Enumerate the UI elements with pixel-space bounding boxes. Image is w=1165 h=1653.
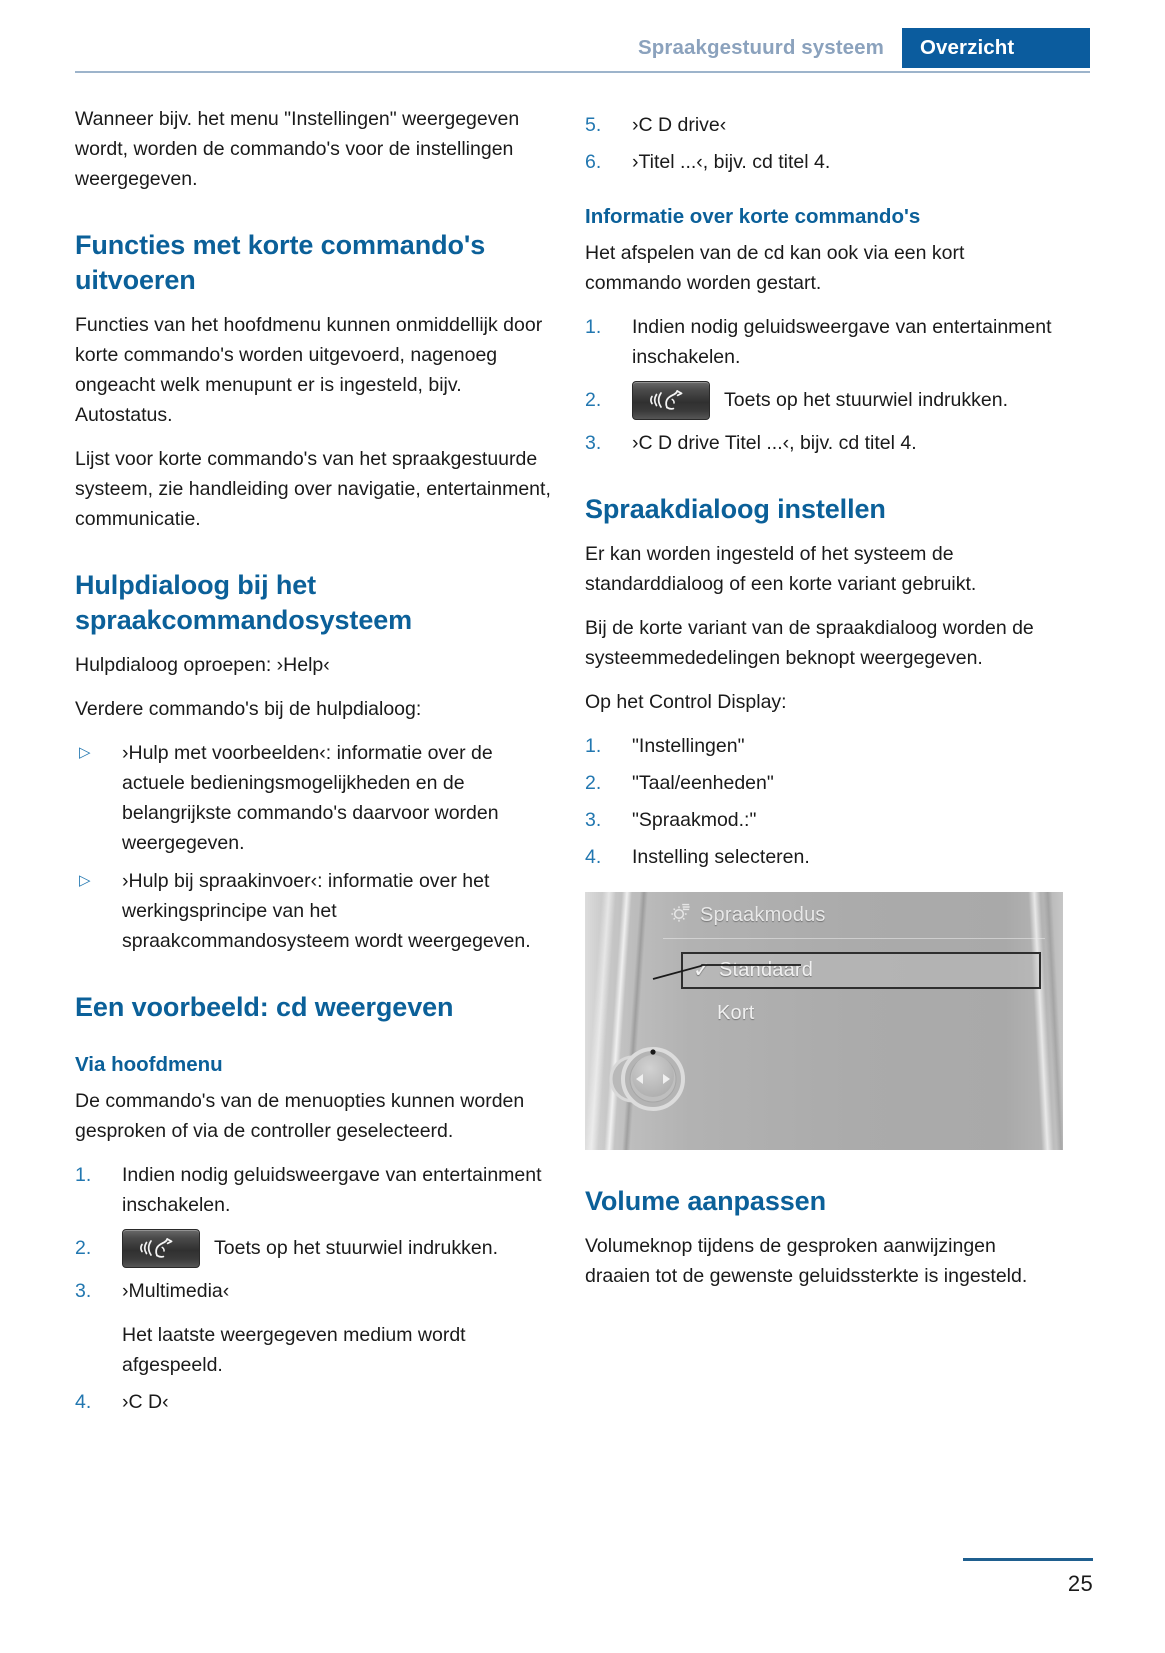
step-text: Toets op het stuurwiel indrukken.: [214, 1237, 498, 1259]
controller-left-right-icon: [599, 1022, 709, 1122]
steering-wheel-voice-button-icon: [122, 1229, 200, 1268]
header-section-tab: Overzicht: [902, 28, 1090, 68]
step-text: Indien nodig geluidsweergave van entertainment inschakelen.: [632, 316, 1052, 368]
list-item: [75, 1227, 553, 1269]
heading-help-dialog: Hulpdialoog bij het spraakcommandosysteem: [75, 570, 413, 635]
step-number: 2.: [75, 1237, 92, 1259]
step-text: ›Multimedia‹: [122, 1280, 230, 1302]
control-display-figure: [585, 892, 1063, 1150]
checkmark-icon: ✓: [693, 959, 711, 982]
page-number: 25: [1067, 1571, 1093, 1596]
triangle-bullet-icon: ▷: [79, 744, 91, 761]
step-number: 1.: [585, 735, 602, 757]
list-item: [75, 1387, 553, 1417]
step-number: 4.: [585, 846, 602, 868]
step-text: ›Titel ...‹, bijv. cd titel 4.: [632, 151, 831, 173]
step-number: 4.: [75, 1391, 92, 1413]
shortcuts-paragraph-2: Lijst voor korte commando's van het spraakgestuurde systeem, zie handleiding over navigatie, entertainment, communicatie.: [75, 448, 551, 530]
list-item: [585, 731, 1063, 761]
heading-example-cd: Een voorbeeld: cd weergeven: [75, 992, 454, 1022]
step-text: Toets op het stuurwiel indrukken.: [724, 389, 1008, 411]
list-item: [75, 738, 553, 858]
help-bullet-list: [75, 738, 553, 956]
step-number: 3.: [585, 809, 602, 831]
step-text: Instelling selecteren.: [632, 846, 810, 868]
help-paragraph-1: Hulpdialoog oproepen: ›Help‹: [75, 654, 330, 676]
list-item: [585, 768, 1063, 798]
triangle-bullet-icon: ▷: [79, 872, 91, 889]
heading-info-short-commands: Informatie over korte commando's: [585, 205, 921, 228]
example-paragraph: De commando's van de menuopties kunnen worden gesproken of via de controller geselecteerd.: [75, 1090, 525, 1142]
list-item-text: ›Hulp met voorbeelden‹: informatie over de actuele bedieningsmogelijkheden en de belangrijkste commando's daarvoor worden weergegeven.: [122, 742, 499, 854]
list-item: [585, 110, 1063, 140]
step-number: 2.: [585, 772, 602, 794]
list-item: [75, 1160, 553, 1220]
info-step-list: [585, 312, 1063, 458]
list-item: [585, 428, 1063, 458]
footer-divider-rule: [963, 1558, 1093, 1561]
page-columns: [75, 104, 1093, 1533]
header-chapter-title: Spraakgestuurd systeem: [637, 36, 884, 59]
step-text: ›C D‹: [122, 1391, 169, 1413]
control-display-divider: [663, 938, 1045, 939]
step-number: 3.: [585, 432, 602, 454]
dialog-paragraph-3: Op het Control Display:: [585, 691, 787, 713]
step-number: 2.: [585, 389, 602, 411]
step-text: "Instellingen": [632, 735, 745, 757]
subheading-via-main-menu: Via hoofdmenu: [75, 1053, 223, 1076]
list-item: [75, 866, 553, 956]
list-item: [585, 805, 1063, 835]
step-text: "Spraakmod.:": [632, 809, 757, 831]
continued-step-list: [585, 110, 1063, 177]
menu-item-label: Standaard: [719, 959, 814, 981]
shortcuts-paragraph-1: Functies van het hoofdmenu kunnen onmiddellijk door korte commando's worden uitgevoerd, nagenoeg ongeacht welk menupunt er is ingesteld, bijv. Autostatus.: [75, 314, 543, 426]
step-text: ›C D drive‹: [632, 114, 727, 136]
menu-item-label: Kort: [717, 1001, 755, 1024]
step-text: Indien nodig geluidsweergave van entertainment inschakelen.: [122, 1164, 542, 1216]
dialog-step-list: [585, 731, 1063, 872]
heading-adjust-volume: Volume aanpassen: [585, 1186, 826, 1216]
step-text: ›C D drive Titel ...‹, bijv. cd titel 4.: [632, 432, 917, 454]
list-item: [585, 312, 1063, 372]
list-item: [75, 1276, 553, 1380]
volume-paragraph: Volumeknop tijdens de gesproken aanwijzingen draaien tot de gewenste geluidssterkte is ingesteld.: [585, 1235, 1028, 1287]
step-text: "Taal/eenheden": [632, 772, 774, 794]
list-item: [585, 842, 1063, 872]
left-column: [75, 104, 553, 1533]
heading-set-voice-dialog: Spraakdialoog instellen: [585, 494, 886, 524]
step-number: 1.: [585, 316, 602, 338]
page-footer: [963, 1558, 1093, 1597]
list-item: [585, 379, 1063, 421]
steering-wheel-voice-button-icon: [632, 381, 710, 420]
list-item-text: ›Hulp bij spraakinvoer‹: informatie over het werkingsprincipe van het spraakcommandosysteem wordt weergegeven.: [122, 870, 531, 952]
right-column: [585, 104, 1063, 1533]
step-number: 1.: [75, 1164, 92, 1186]
heading-shortcuts: Functies met korte commando's uitvoeren: [75, 230, 486, 295]
step-number: 3.: [75, 1280, 92, 1302]
dialog-paragraph-1: Er kan worden ingesteld of het systeem de standarddialoog of een korte variant gebruikt.: [585, 543, 977, 595]
step-number: 6.: [585, 151, 602, 173]
info-paragraph: Het afspelen van de cd kan ook via een kort commando worden gestart.: [585, 242, 965, 294]
menu-item-standaard[interactable]: [681, 952, 1041, 989]
control-display-title-row: [669, 902, 826, 929]
header-divider-rule: [75, 71, 1090, 73]
step-number: 5.: [585, 114, 602, 136]
help-paragraph-2: Verdere commando's bij de hulpdialoog:: [75, 698, 422, 720]
gear-icon: [669, 902, 691, 929]
intro-paragraph: Wanneer bijv. het menu "Instellingen" weergegeven wordt, worden de commando's voor de instellingen weergegeven.: [75, 108, 520, 190]
step-sub-text: Het laatste weergegeven medium wordt afgespeeld.: [122, 1324, 466, 1376]
example-step-list: [75, 1160, 553, 1417]
control-display-title: Spraakmodus: [700, 904, 826, 926]
dialog-paragraph-2: Bij de korte variant van de spraakdialoog worden de systeemmededelingen beknopt weergegeven.: [585, 617, 1034, 669]
list-item: [585, 147, 1063, 177]
running-header: [75, 28, 1090, 72]
